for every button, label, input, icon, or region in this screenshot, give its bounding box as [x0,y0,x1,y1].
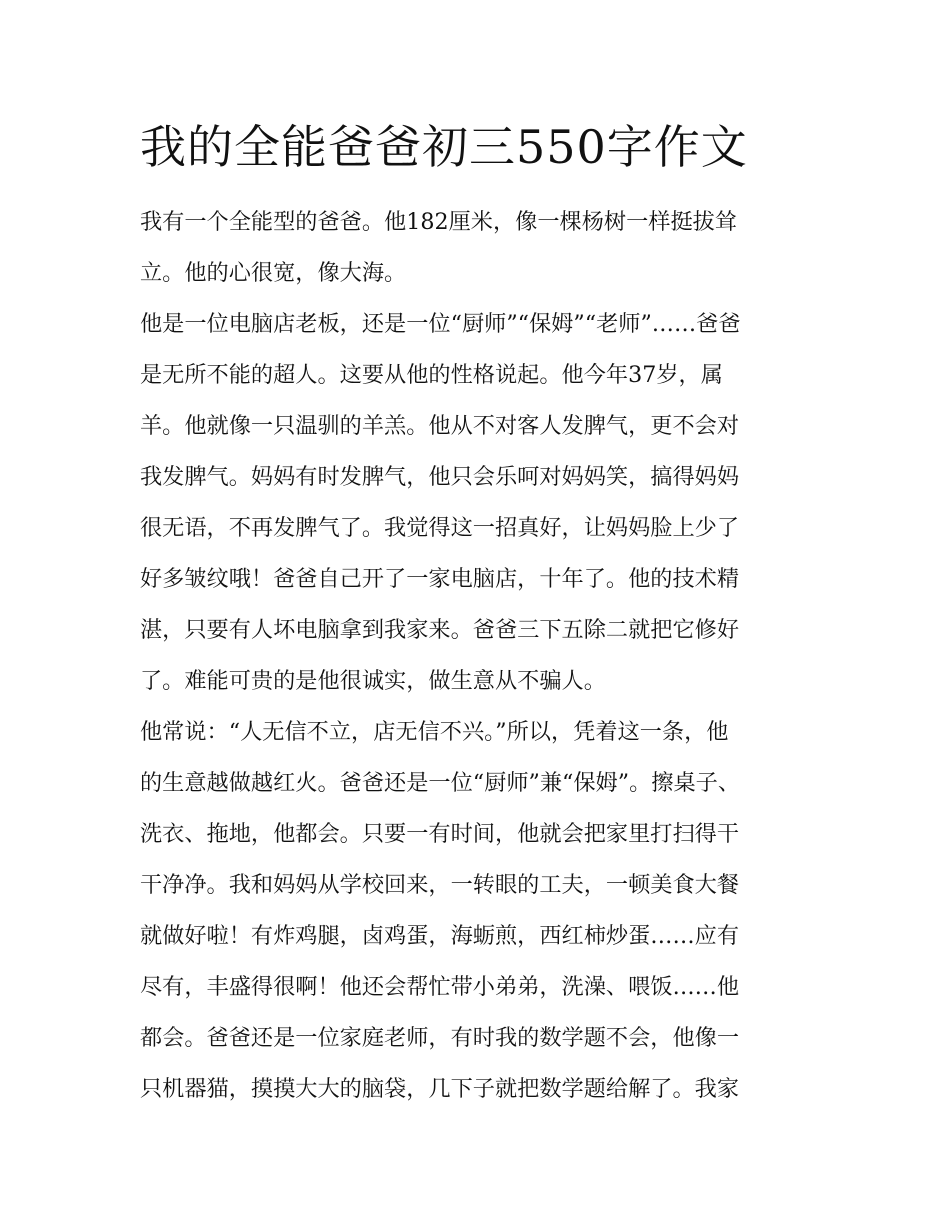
body-line: 洗衣、拖地，他都会。只要一有时间，他就会把家里打扫得干 [140,821,740,847]
body-line: 的生意越做越红火。爸爸还是一位“厨师”兼“保姆”。擦桌子、 [140,770,741,796]
body-line: 是无所不能的超人。这要从他的性格说起。他今年37岁，属 [140,362,723,388]
body-line: 尽有，丰盛得很啊！他还会帮忙带小弟弟，洗澡、喂饭……他 [140,974,740,1000]
body-line: 羊。他就像一只温驯的羊羔。他从不对客人发脾气，更不会对 [140,413,740,439]
body-line: 好多皱纹哦！爸爸自己开了一家电脑店，十年了。他的技术精 [140,566,740,592]
body-line: 他常说：“人无信不立，店无信不兴。”所以，凭着这一条，他 [140,719,729,745]
body-line: 我发脾气。妈妈有时发脾气，他只会乐呵对妈妈笑，搞得妈妈 [140,464,740,490]
body-line: 都会。爸爸还是一位家庭老师，有时我的数学题不会，他像一 [140,1025,740,1051]
document-title: 我的全能爸爸初三550字作文 [140,120,748,174]
body-line: 就做好啦！有炸鸡腿，卤鸡蛋，海蛎煎，西红柿炒蛋……应有 [140,923,740,949]
body-line: 他是一位电脑店老板，还是一位“厨师”“保姆”“老师”……爸爸 [140,311,741,337]
body-line: 干净净。我和妈妈从学校回来，一转眼的工夫，一顿美食大餐 [140,872,740,898]
document-body [140,197,812,1115]
body-line: 很无语，不再发脾气了。我觉得这一招真好，让妈妈脸上少了 [140,515,740,541]
body-line: 立。他的心很宽，像大海。 [140,260,407,286]
body-line: 只机器猫，摸摸大大的脑袋，几下子就把数学题给解了。我家 [140,1076,740,1102]
body-line: 湛，只要有人坏电脑拿到我家来。爸爸三下五除二就把它修好 [140,617,740,643]
body-line: 我有一个全能型的爸爸。他182厘米，像一棵杨树一样挺拔耸 [140,209,738,235]
body-line: 了。难能可贵的是他很诚实，做生意从不骗人。 [140,668,606,694]
